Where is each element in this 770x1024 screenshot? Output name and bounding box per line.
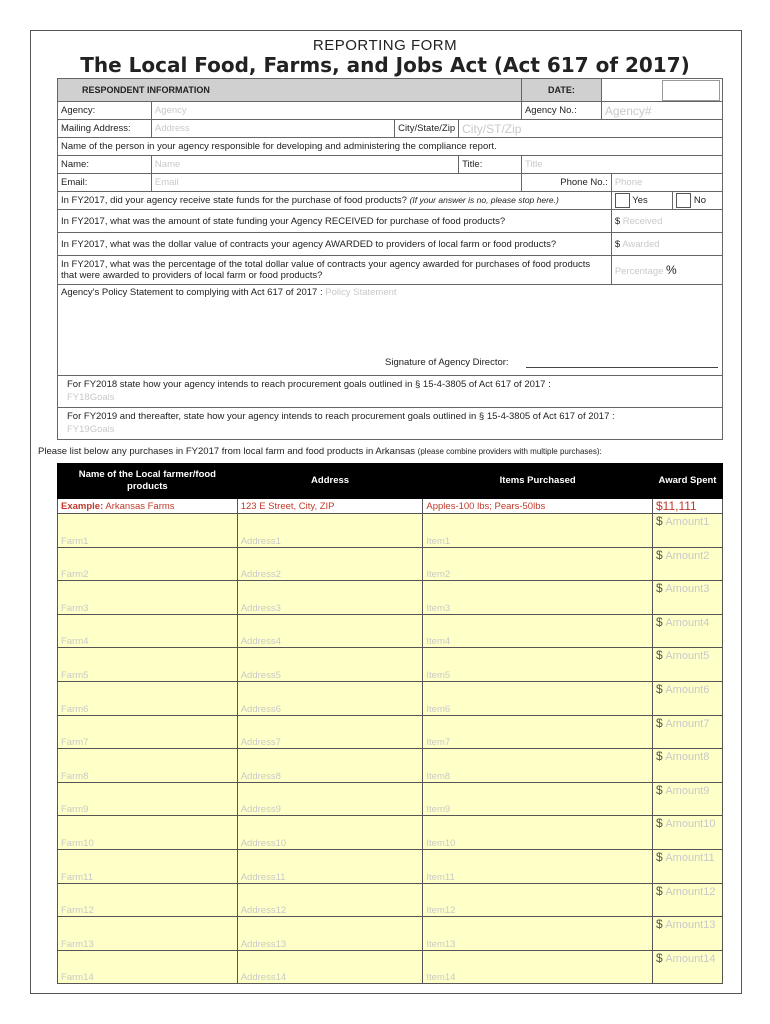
amount-placeholder: Amount11 <box>665 851 715 864</box>
example-name: Arkansas Farms <box>105 500 175 512</box>
signature-line[interactable] <box>526 367 718 368</box>
farmer-name-field-placeholder: Farm8 <box>61 770 89 782</box>
city-field[interactable]: City/ST/Zip <box>459 120 723 138</box>
address-field[interactable] <box>237 883 423 917</box>
yes-checkbox[interactable] <box>615 193 630 208</box>
items-field-placeholder: Item11 <box>426 871 455 883</box>
address-field-placeholder: Address9 <box>240 804 281 816</box>
farmer-name-field-placeholder: Farm3 <box>61 602 89 614</box>
col-header-items: Items Purchased <box>423 464 653 499</box>
policy-label: Agency's Policy Statement to complying with Act 617 of 2017 : <box>61 287 323 298</box>
amount-placeholder: Amount8 <box>665 751 710 764</box>
fy2019-label: For FY2019 and thereafter, state how your agency intends to reach procurement goals outlined in § 15-4-3805 of Act 617 of 2017 : <box>67 411 615 422</box>
items-field-placeholder: Item6 <box>426 703 451 715</box>
example-items: Apples-100 lbs; Pears-50lbs <box>423 499 653 514</box>
amount-placeholder: Amount1 <box>665 516 710 528</box>
items-field-placeholder: Item5 <box>426 669 451 681</box>
signature-label: Signature of Agency Director: <box>385 357 509 368</box>
address-field[interactable] <box>237 681 423 715</box>
items-field-placeholder: Item9 <box>426 804 451 816</box>
form-title: The Local Food, Farms, and Jobs Act (Act 617 of 2017) <box>80 53 690 77</box>
amount-field[interactable] <box>653 614 723 648</box>
table-row <box>58 547 723 581</box>
items-field[interactable] <box>423 715 653 749</box>
email-field[interactable]: Email <box>151 174 521 192</box>
farmer-name-field-placeholder: Farm13 <box>61 938 94 950</box>
no-label: No <box>693 195 707 207</box>
farmer-name-field[interactable] <box>58 917 238 951</box>
name-label: Name: <box>58 156 152 174</box>
amount-field[interactable] <box>653 715 723 749</box>
amount-field[interactable] <box>653 917 723 951</box>
amount-field[interactable] <box>653 849 723 883</box>
amount-placeholder: Amount3 <box>665 583 710 596</box>
dollar-sign: $ <box>656 849 663 864</box>
items-field-placeholder: Item8 <box>426 770 451 782</box>
date-label: DATE: <box>521 79 601 102</box>
farmer-name-field[interactable] <box>58 614 238 648</box>
items-field[interactable] <box>423 648 653 682</box>
address-field-placeholder: Address2 <box>240 569 281 581</box>
amount-field[interactable] <box>653 514 723 548</box>
address-field[interactable] <box>237 849 423 883</box>
farmer-name-field[interactable] <box>58 514 238 548</box>
farmer-name-field[interactable] <box>58 749 238 783</box>
items-field[interactable] <box>423 749 653 783</box>
items-field-placeholder: Item10 <box>426 837 456 849</box>
phone-label: Phone No.: <box>521 174 611 192</box>
table-row <box>58 749 723 783</box>
farmer-name-field-placeholder: Farm12 <box>61 905 94 917</box>
items-field[interactable] <box>423 917 653 951</box>
address-field[interactable] <box>237 581 423 615</box>
fy2018-placeholder: FY18Goals <box>67 392 115 403</box>
example-row <box>58 499 723 514</box>
phone-field[interactable]: Phone <box>611 174 722 192</box>
table-row <box>58 950 723 984</box>
respondent-table <box>57 78 723 440</box>
title-field[interactable]: Title <box>521 156 722 174</box>
address-field[interactable] <box>237 950 423 984</box>
address-field-placeholder: Address8 <box>240 770 281 782</box>
amount-placeholder: Amount4 <box>665 616 710 629</box>
amount-field[interactable] <box>653 681 723 715</box>
items-field-placeholder: Item7 <box>426 737 451 749</box>
address-field[interactable] <box>237 782 423 816</box>
address-field[interactable] <box>237 514 423 548</box>
agency-label: Agency: <box>58 102 152 120</box>
amount-placeholder: Amount9 <box>665 784 710 797</box>
dollar-sign: $ <box>656 715 663 730</box>
dollar-sign: $ <box>656 782 663 797</box>
agency-no-label: Agency No.: <box>521 102 601 120</box>
farmer-name-field-placeholder: Farm9 <box>61 804 89 816</box>
dollar-sign: $ <box>656 749 663 764</box>
amount-placeholder: Amount7 <box>665 717 710 730</box>
dollar-sign: $ <box>656 917 663 932</box>
purchases-note <box>38 446 602 457</box>
fy2019-cell[interactable] <box>58 408 723 440</box>
col-header-name: Name of the Local farmer/food products <box>58 464 238 499</box>
address-field-placeholder: Address1 <box>240 535 281 547</box>
email-label: Email: <box>58 174 152 192</box>
fy2018-cell[interactable] <box>58 376 723 408</box>
table-row <box>58 816 723 850</box>
purchases-note-text: Please list below any purchases in FY2017 from local farm and food products in Arkansas <box>38 446 416 457</box>
amount-field[interactable] <box>653 749 723 783</box>
farmer-name-field[interactable] <box>58 782 238 816</box>
address-field-placeholder: Address3 <box>240 602 281 614</box>
amount-field[interactable] <box>653 950 723 984</box>
address-field-placeholder: Address5 <box>240 669 281 681</box>
farmer-name-field-placeholder: Farm11 <box>61 871 94 883</box>
respondent-header: RESPONDENT INFORMATION <box>58 79 522 102</box>
farmer-name-field-placeholder: Farm5 <box>61 669 89 681</box>
items-field[interactable] <box>423 514 653 548</box>
address-field[interactable] <box>237 749 423 783</box>
address-field[interactable] <box>237 648 423 682</box>
fy2019-placeholder: FY19Goals <box>67 424 115 435</box>
farmer-name-field[interactable] <box>58 648 238 682</box>
amount-field[interactable] <box>653 816 723 850</box>
q1-no-cell <box>673 192 723 210</box>
amount-field[interactable] <box>653 648 723 682</box>
address-field-placeholder: Address13 <box>240 938 287 950</box>
q4-field[interactable] <box>611 256 722 285</box>
amount-field[interactable] <box>653 547 723 581</box>
farmer-name-field[interactable] <box>58 581 238 615</box>
items-field-placeholder: Item4 <box>426 636 451 648</box>
table-row <box>58 782 723 816</box>
items-field[interactable] <box>423 614 653 648</box>
items-field-placeholder: Item12 <box>426 905 456 917</box>
title-label: Title: <box>459 156 522 174</box>
name-field[interactable]: Name <box>151 156 458 174</box>
farmer-name-field-placeholder: Farm14 <box>61 972 94 984</box>
address-field-placeholder: Address12 <box>240 905 287 917</box>
amount-placeholder: Amount6 <box>665 683 710 696</box>
q4-pct: % <box>666 263 677 277</box>
items-field[interactable] <box>423 816 653 850</box>
q1-note: (If your answer is no, please stop here.) <box>409 195 559 205</box>
farmer-name-field[interactable] <box>58 849 238 883</box>
address-field-placeholder: Address14 <box>240 972 287 984</box>
items-field[interactable] <box>423 782 653 816</box>
no-checkbox[interactable] <box>676 193 691 208</box>
table-row <box>58 514 723 548</box>
table-row <box>58 715 723 749</box>
address-field-placeholder: Address11 <box>240 871 286 883</box>
address-field-placeholder: Address6 <box>240 703 281 715</box>
purchases-note-small: (please combine providers with multiple purchases): <box>417 447 602 456</box>
items-field-placeholder: Item14 <box>426 972 456 984</box>
address-field[interactable] <box>237 715 423 749</box>
farmer-name-field[interactable] <box>58 681 238 715</box>
amount-placeholder: Amount12 <box>665 885 716 898</box>
example-name-cell <box>58 499 238 514</box>
purchases-table <box>57 463 723 984</box>
dollar-sign: $ <box>656 547 663 562</box>
items-field[interactable] <box>423 883 653 917</box>
items-field-placeholder: Item13 <box>426 938 456 950</box>
form-kicker: REPORTING FORM <box>312 37 458 54</box>
items-field[interactable] <box>423 950 653 984</box>
amount-field[interactable] <box>653 782 723 816</box>
fy2018-label: For FY2018 state how your agency intends to reach procurement goals outlined in § 15-4-3805 of Act 617 of 2017 : <box>67 379 551 390</box>
q3-field[interactable] <box>611 233 722 256</box>
table-row <box>58 581 723 615</box>
dollar-sign: $ <box>656 648 663 663</box>
items-field-placeholder: Item3 <box>426 602 451 614</box>
items-field[interactable] <box>423 547 653 581</box>
items-field[interactable] <box>423 681 653 715</box>
address-field[interactable] <box>237 816 423 850</box>
dollar-sign: $ <box>656 950 663 965</box>
address-field-placeholder: Address10 <box>240 837 287 849</box>
farmer-name-field-placeholder: Farm1 <box>61 535 89 547</box>
address-field[interactable] <box>237 917 423 951</box>
table-row <box>58 917 723 951</box>
policy-placeholder: Policy Statement <box>325 287 397 298</box>
example-address: 123 E Street, City, ZIP <box>237 499 423 514</box>
q3-placeholder: Awarded <box>622 238 660 250</box>
q1-yes-cell <box>611 192 672 210</box>
person-label: Name of the person in your agency responsible for developing and administering the compliance report. <box>58 138 723 156</box>
table-row <box>58 849 723 883</box>
amount-field[interactable] <box>653 883 723 917</box>
col-header-address: Address <box>237 464 423 499</box>
amount-placeholder: Amount14 <box>665 952 716 965</box>
farmer-name-field-placeholder: Farm4 <box>61 636 89 648</box>
q3-dollar: $ <box>614 238 621 250</box>
city-label: City/State/Zip <box>395 120 459 138</box>
col-header-award: Award Spent <box>653 464 723 499</box>
mailing-label: Mailing Address: <box>58 120 152 138</box>
items-field[interactable] <box>423 849 653 883</box>
amount-placeholder: Amount10 <box>665 818 716 831</box>
q2-field[interactable] <box>611 210 722 233</box>
amount-field[interactable] <box>653 581 723 615</box>
dollar-sign: $ <box>656 816 663 831</box>
table-row <box>58 648 723 682</box>
farmer-name-field[interactable] <box>58 883 238 917</box>
q4-placeholder: Percentage <box>614 266 664 277</box>
example-amount: $11,111 <box>653 499 723 514</box>
policy-cell[interactable] <box>58 285 723 376</box>
address-field-placeholder: Address4 <box>240 636 281 648</box>
table-row <box>58 681 723 715</box>
address-field-placeholder: Address7 <box>240 737 281 749</box>
dollar-sign: $ <box>656 883 663 898</box>
dollar-sign: $ <box>656 514 663 528</box>
farmer-name-field[interactable] <box>58 715 238 749</box>
q1-row <box>58 192 612 210</box>
example-label: Example: <box>61 500 104 512</box>
farmer-name-field[interactable] <box>58 950 238 984</box>
items-field-placeholder: Item2 <box>426 569 451 581</box>
table-row <box>58 614 723 648</box>
q2-dollar: $ <box>614 215 621 227</box>
amount-placeholder: Amount5 <box>665 650 710 663</box>
yes-label: Yes <box>632 195 648 207</box>
q4-text: In FY2017, what was the percentage of the total dollar value of contracts your agency awarded for purchases of food products that were awarded to providers of local farm or food products? <box>58 256 612 285</box>
dollar-sign: $ <box>656 581 663 596</box>
farmer-name-field-placeholder: Farm10 <box>61 837 94 849</box>
amount-placeholder: Amount2 <box>665 549 710 562</box>
address-field[interactable] <box>237 547 423 581</box>
agency-no-field[interactable]: Agency# <box>601 102 722 120</box>
address-field[interactable] <box>237 614 423 648</box>
farmer-name-field-placeholder: Farm6 <box>61 703 89 715</box>
q3-text: In FY2017, what was the dollar value of contracts your agency AWARDED to providers of local farm or food products? <box>58 233 612 256</box>
farmer-name-field[interactable] <box>58 816 238 850</box>
date-field[interactable] <box>601 79 722 102</box>
q1-text: In FY2017, did your agency receive state funds for the purchase of food products? <box>61 195 407 206</box>
agency-field[interactable]: Agency <box>151 102 521 120</box>
dollar-sign: $ <box>656 614 663 629</box>
q2-text: In FY2017, what was the amount of state funding your Agency RECEIVED for purchase of food products? <box>58 210 612 233</box>
farmer-name-field-placeholder: Farm7 <box>61 737 89 749</box>
items-field[interactable] <box>423 581 653 615</box>
mailing-field[interactable]: Address <box>151 120 394 138</box>
farmer-name-field[interactable] <box>58 547 238 581</box>
items-field-placeholder: Item1 <box>426 535 451 547</box>
dollar-sign: $ <box>656 681 663 696</box>
table-row <box>58 883 723 917</box>
amount-placeholder: Amount13 <box>665 919 716 932</box>
q2-placeholder: Received <box>622 215 663 227</box>
farmer-name-field-placeholder: Farm2 <box>61 569 89 581</box>
